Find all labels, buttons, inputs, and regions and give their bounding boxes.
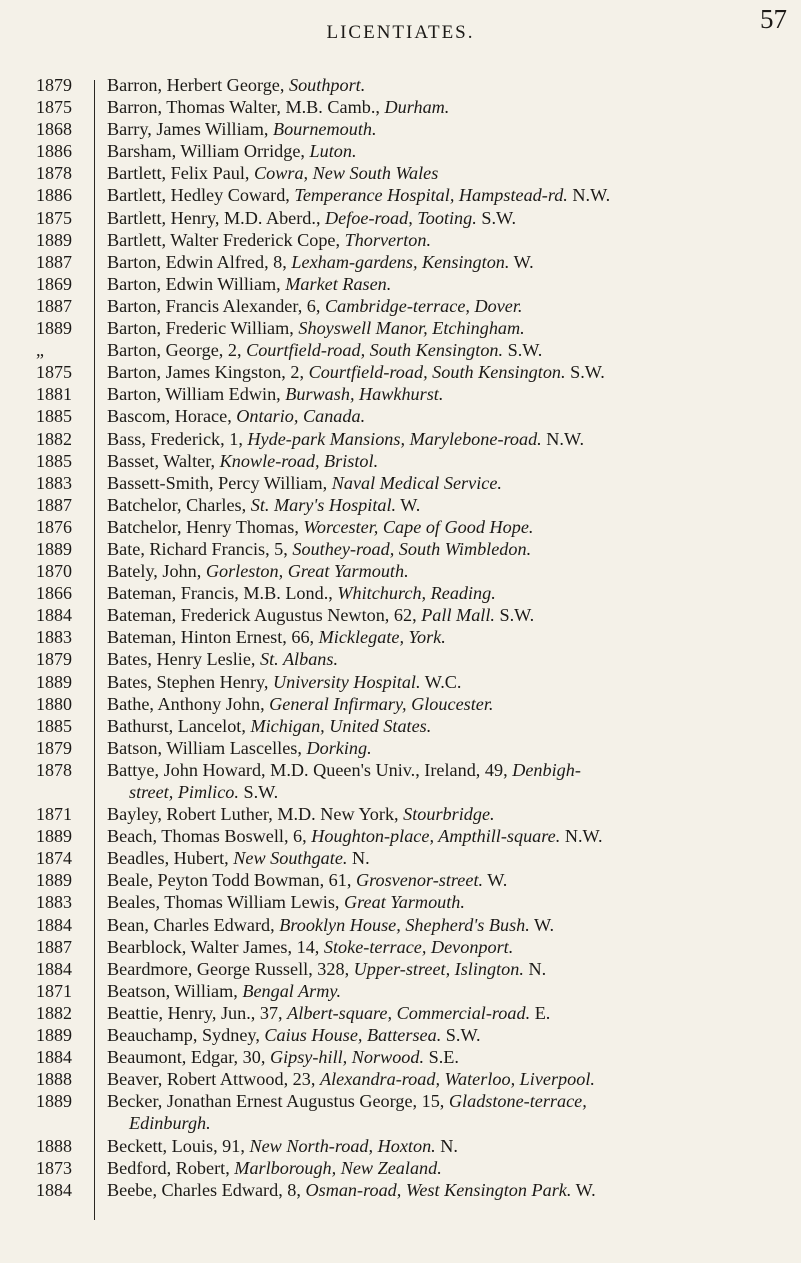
- entry-place: Naval Medical Service.: [331, 472, 502, 493]
- entry-text: [107, 869, 793, 891]
- entry-text: [107, 803, 793, 825]
- entry-text: [107, 405, 793, 427]
- entry-year: 1878: [36, 759, 72, 780]
- entry-year: 1889: [36, 870, 72, 891]
- entry-year: 1887: [36, 936, 72, 957]
- list-item: [0, 74, 801, 96]
- list-item: [0, 361, 801, 383]
- entry-text: [107, 1157, 793, 1179]
- entry-district: W.: [534, 914, 555, 935]
- list-item: [0, 229, 801, 251]
- entry-place: Burwash, Hawkhurst.: [285, 384, 444, 405]
- entry-place: Dorking.: [306, 737, 372, 758]
- list-item: [0, 693, 801, 715]
- list-item: [0, 295, 801, 317]
- entry-district: W.: [400, 494, 421, 515]
- entry-year: 1888: [36, 1069, 72, 1090]
- entry-name: Bedford, Robert,: [107, 1157, 230, 1178]
- entry-text: [107, 825, 793, 847]
- entry-place: Cambridge-terrace, Dover.: [324, 295, 523, 316]
- entry-name: Becker, Jonathan Ernest Augustus George, 15,: [107, 1091, 445, 1112]
- entry-place: Thorverton.: [344, 229, 431, 250]
- entry-name: Barron, Herbert George,: [107, 75, 285, 95]
- entry-place: Bengal Army.: [242, 980, 341, 1001]
- entry-text: [107, 759, 793, 803]
- entry-place: Stoke-terrace, Devonport.: [323, 936, 514, 957]
- entry-text: [107, 538, 793, 560]
- entry-text: [107, 251, 793, 273]
- entry-text: [107, 715, 793, 737]
- entry-place: Durham.: [384, 97, 450, 118]
- entry-place: University Hospital.: [273, 671, 421, 692]
- entry-district: S.W.: [507, 340, 543, 361]
- list-item: [0, 737, 801, 759]
- list-item: [0, 715, 801, 737]
- entry-place: Upper-street, Islington.: [353, 958, 524, 979]
- list-item: [0, 648, 801, 670]
- entry-place: Gipsy-hill, Norwood.: [269, 1047, 425, 1068]
- entry-name: Bean, Charles Edward,: [107, 914, 275, 935]
- list-item: [0, 958, 801, 980]
- list-item: [0, 1179, 801, 1201]
- entry-district: N.: [440, 1135, 458, 1156]
- entry-place: Albert-square, Commercial-road.: [287, 1002, 531, 1023]
- entry-place: Brooklyn House, Shepherd's Bush.: [279, 914, 530, 935]
- entry-district: S.W.: [481, 207, 517, 228]
- list-item: [0, 914, 801, 936]
- entry-place: St. Albans.: [260, 649, 339, 670]
- list-item: [0, 405, 801, 427]
- entry-year: 1889: [36, 1025, 72, 1046]
- list-item: [0, 516, 801, 538]
- entry-name: Barsham, William Orridge,: [107, 141, 305, 162]
- entry-place: Hyde-park Mansions, Marylebone-road.: [247, 428, 542, 449]
- entry-name: Bass, Frederick, 1,: [107, 428, 243, 449]
- entry-continuation: [107, 781, 793, 803]
- entry-place: Southey-road, South Wimbledon.: [292, 538, 532, 559]
- entry-text: [107, 516, 793, 538]
- list-item: [0, 494, 801, 516]
- entry-place: Alexandra-road, Waterloo, Liverpool.: [319, 1069, 595, 1090]
- entry-name: Barry, James William,: [107, 119, 269, 140]
- entry-district: N.: [528, 958, 547, 979]
- entry-year: 1882: [36, 1002, 72, 1023]
- entry-district: S.E.: [428, 1047, 459, 1068]
- entry-text: [107, 891, 793, 913]
- entry-text: [107, 737, 793, 759]
- entry-name: Beatson, William,: [107, 980, 238, 1001]
- entry-name: Beaumont, Edgar, 30,: [107, 1047, 266, 1068]
- entry-name: Barton, Edwin Alfred, 8,: [107, 251, 287, 272]
- entry-year: 1889: [36, 671, 72, 692]
- entry-place: Caius House, Battersea.: [264, 1025, 442, 1046]
- entry-year: 1886: [36, 141, 72, 162]
- entry-place: Cowra, New South Wales: [254, 163, 439, 184]
- entry-name: Bately, John,: [107, 561, 202, 582]
- entry-name: Bateman, Hinton Ernest, 66,: [107, 627, 315, 648]
- list-item: [0, 1135, 801, 1157]
- entry-text: [107, 1024, 793, 1046]
- entry-text: [107, 317, 793, 339]
- entry-year: 1875: [36, 362, 72, 383]
- entry-year: 1884: [36, 1179, 72, 1200]
- entry-name: Barton, Frederic William,: [107, 318, 294, 339]
- entry-name: Barton, George, 2,: [107, 340, 242, 361]
- entry-place: Stourbridge.: [403, 804, 495, 825]
- entry-name: Bathurst, Lancelot,: [107, 715, 246, 736]
- entry-place: General Infirmary, Gloucester.: [269, 693, 494, 714]
- entry-text: [107, 648, 793, 670]
- entry-year: 1884: [36, 914, 72, 935]
- entry-name: Bassett-Smith, Percy William,: [107, 472, 328, 493]
- entry-year: 1883: [36, 892, 72, 913]
- entry-name: Bartlett, Hedley Coward,: [107, 185, 290, 206]
- entry-place: Gladstone-terrace,: [448, 1091, 587, 1112]
- entry-year: 1879: [36, 75, 72, 95]
- entry-place: New Southgate.: [233, 848, 348, 869]
- licentiate-list: [0, 74, 801, 1201]
- entry-text: [107, 1068, 793, 1090]
- list-item: [0, 339, 801, 361]
- entry-district: E.: [534, 1002, 551, 1023]
- entry-name: Beales, Thomas William Lewis,: [107, 892, 340, 913]
- entry-year: „: [36, 340, 44, 361]
- entry-name: Beach, Thomas Boswell, 6,: [107, 826, 307, 847]
- page-header: [0, 0, 801, 52]
- list-item: [0, 383, 801, 405]
- entry-text: [107, 295, 793, 317]
- entry-name: Bearblock, Walter James, 14,: [107, 936, 320, 957]
- entry-text: [107, 604, 793, 626]
- list-item: [0, 538, 801, 560]
- entry-text: [107, 671, 793, 693]
- entry-place: Michigan, United States.: [250, 715, 432, 736]
- list-item: [0, 96, 801, 118]
- entry-text: [107, 693, 793, 715]
- entry-district: W.: [487, 870, 508, 891]
- entry-name: Bateman, Francis, M.B. Lond.,: [107, 583, 333, 604]
- list-item: [0, 759, 801, 803]
- list-item: [0, 803, 801, 825]
- entry-name: Batchelor, Charles,: [107, 494, 247, 515]
- entry-year: 1884: [36, 958, 72, 979]
- entry-text: [107, 494, 793, 516]
- entry-name: Battye, John Howard, M.D. Queen's Univ., Ireland, 49,: [107, 759, 508, 780]
- entry-name: Beckett, Louis, 91,: [107, 1135, 245, 1156]
- entry-name: Beebe, Charles Edward, 8,: [107, 1179, 301, 1200]
- entry-place: Knowle-road, Bristol.: [219, 450, 379, 471]
- entry-place: Defoe-road, Tooting.: [325, 207, 477, 228]
- entry-text: [107, 582, 793, 604]
- entry-text: [107, 162, 793, 184]
- entry-district: N.W.: [546, 428, 585, 449]
- entry-name: Bartlett, Henry, M.D. Aberd.,: [107, 207, 321, 228]
- entry-text: [107, 626, 793, 648]
- entry-year: 1884: [36, 1047, 72, 1068]
- entry-text: [107, 472, 793, 494]
- entry-place: Osman-road, West Kensington Park.: [305, 1179, 572, 1200]
- entry-year: 1889: [36, 229, 72, 250]
- entry-year: 1871: [36, 804, 72, 825]
- entry-year: 1884: [36, 605, 72, 626]
- entry-place: Shoyswell Manor, Etchingham.: [298, 318, 525, 339]
- entry-place: Houghton-place, Ampthill-square.: [311, 826, 561, 847]
- entry-name: Bates, Henry Leslie,: [107, 649, 256, 670]
- entry-text: [107, 1135, 793, 1157]
- entry-year: 1886: [36, 185, 72, 206]
- list-item: [0, 1024, 801, 1046]
- entry-year: 1873: [36, 1157, 72, 1178]
- entry-place: Temperance Hospital, Hampstead-rd.: [294, 185, 568, 206]
- entry-place: New North-road, Hoxton.: [249, 1135, 436, 1156]
- list-item: [0, 582, 801, 604]
- entry-text: [107, 207, 793, 229]
- list-item: [0, 450, 801, 472]
- entry-text: [107, 229, 793, 251]
- entry-place-continued: Edinburgh.: [129, 1113, 211, 1134]
- entry-place: Southport.: [288, 75, 366, 95]
- entry-text: [107, 184, 793, 206]
- entry-name: Barton, William Edwin,: [107, 384, 281, 405]
- entry-name: Barton, Edwin William,: [107, 273, 281, 294]
- entry-name: Barton, Francis Alexander, 6,: [107, 295, 321, 316]
- entry-year: 1876: [36, 516, 72, 537]
- entry-district: S.W.: [499, 605, 535, 626]
- entry-name: Bates, Stephen Henry,: [107, 671, 269, 692]
- list-item: [0, 317, 801, 339]
- entry-year: 1885: [36, 406, 72, 427]
- list-item: [0, 162, 801, 184]
- entry-place: Gorleston, Great Yarmouth.: [205, 561, 409, 582]
- list-item: [0, 936, 801, 958]
- entry-name: Basset, Walter,: [107, 450, 216, 471]
- list-item: [0, 671, 801, 693]
- entry-name: Beaver, Robert Attwood, 23,: [107, 1069, 316, 1090]
- entry-place: Marlborough, New Zealand.: [234, 1157, 442, 1178]
- list-item: [0, 869, 801, 891]
- list-item: [0, 140, 801, 162]
- list-item: [0, 825, 801, 847]
- entry-text: [107, 96, 793, 118]
- entry-year: 1874: [36, 848, 72, 869]
- running-head: LICENTIATES.: [326, 22, 475, 43]
- entry-year: 1878: [36, 163, 72, 184]
- entry-name: Bartlett, Felix Paul,: [107, 163, 250, 184]
- entry-text: [107, 428, 793, 450]
- entry-place: Lexham-gardens, Kensington.: [291, 251, 510, 272]
- entry-text: [107, 74, 793, 96]
- entry-text: [107, 140, 793, 162]
- entry-year: 1870: [36, 561, 72, 582]
- entry-district: S.W.: [243, 782, 279, 802]
- entry-text: [107, 273, 793, 295]
- list-item: [0, 118, 801, 140]
- entry-text: [107, 339, 793, 361]
- list-item: [0, 1002, 801, 1024]
- entry-district: S.W.: [445, 1025, 481, 1046]
- entry-place: St. Mary's Hospital.: [250, 494, 397, 515]
- entry-year: 1868: [36, 119, 72, 140]
- entry-place: Worcester, Cape of Good Hope.: [303, 516, 534, 537]
- entry-place: Bournemouth.: [272, 119, 377, 140]
- entry-year: 1887: [36, 494, 72, 515]
- entry-district: W.C.: [424, 671, 462, 692]
- entry-name: Barton, James Kingston, 2,: [107, 362, 305, 383]
- entry-year: 1889: [36, 1091, 72, 1112]
- entry-place: Market Rasen.: [285, 273, 392, 294]
- entry-district: N.W.: [564, 826, 603, 847]
- list-item: [0, 428, 801, 450]
- entry-name: Beadles, Hubert,: [107, 848, 229, 869]
- entry-text: [107, 1046, 793, 1068]
- entry-name: Bathe, Anthony John,: [107, 693, 265, 714]
- entry-year: 1880: [36, 693, 72, 714]
- entry-year: 1887: [36, 295, 72, 316]
- list-item: [0, 1046, 801, 1068]
- entry-place: Grosvenor-street.: [355, 870, 484, 891]
- entry-name: Bascom, Horace,: [107, 406, 232, 427]
- entry-place-continued: street, Pimlico.: [129, 782, 239, 802]
- entry-year: 1879: [36, 649, 72, 670]
- list-item: [0, 847, 801, 869]
- entry-year: 1885: [36, 715, 72, 736]
- entry-district: W.: [513, 251, 534, 272]
- entry-place: Denbigh-: [512, 759, 581, 780]
- entry-year: 1871: [36, 980, 72, 1001]
- entry-place: Ontario, Canada.: [236, 406, 366, 427]
- entry-year: 1883: [36, 472, 72, 493]
- entry-place: Pall Mall.: [421, 605, 495, 626]
- entry-text: [107, 118, 793, 140]
- entry-name: Beardmore, George Russell, 328,: [107, 958, 350, 979]
- entry-name: Batchelor, Henry Thomas,: [107, 516, 299, 537]
- entry-text: [107, 450, 793, 472]
- entry-text: [107, 1090, 793, 1134]
- entry-text: [107, 383, 793, 405]
- entry-place: Courtfield-road, South Kensington.: [246, 340, 504, 361]
- entry-year: 1883: [36, 627, 72, 648]
- list-item: [0, 1090, 801, 1134]
- entry-year: 1889: [36, 318, 72, 339]
- list-item: [0, 273, 801, 295]
- list-item: [0, 604, 801, 626]
- page-number: 57: [760, 4, 787, 34]
- entry-place: Micklegate, York.: [318, 627, 446, 648]
- entry-year: 1881: [36, 384, 72, 405]
- entry-text: [107, 560, 793, 582]
- entry-year: 1885: [36, 450, 72, 471]
- entry-year: 1882: [36, 428, 72, 449]
- entry-year: 1889: [36, 826, 72, 847]
- entry-text: [107, 936, 793, 958]
- entry-text: [107, 1179, 793, 1201]
- entry-place: Courtfield-road, South Kensington.: [308, 362, 566, 383]
- entry-name: Bayley, Robert Luther, M.D. New York,: [107, 804, 399, 825]
- entry-text: [107, 980, 793, 1002]
- list-item: [0, 207, 801, 229]
- entry-text: [107, 361, 793, 383]
- entry-year: 1869: [36, 273, 72, 294]
- list-item: [0, 891, 801, 913]
- entry-year: 1888: [36, 1135, 72, 1156]
- entry-text: [107, 1002, 793, 1024]
- list-item: [0, 1068, 801, 1090]
- entry-district: N.W.: [572, 185, 611, 206]
- entry-year: 1887: [36, 251, 72, 272]
- entry-name: Bartlett, Walter Frederick Cope,: [107, 229, 341, 250]
- entry-text: [107, 958, 793, 980]
- list-item: [0, 626, 801, 648]
- entry-place: Great Yarmouth.: [344, 892, 465, 913]
- list-item: [0, 184, 801, 206]
- entry-district: W.: [575, 1179, 596, 1200]
- entry-continuation: [107, 1112, 793, 1134]
- entry-text: [107, 914, 793, 936]
- entry-place: Luton.: [309, 141, 357, 162]
- entry-name: Batson, William Lascelles,: [107, 737, 302, 758]
- entry-name: Bate, Richard Francis, 5,: [107, 538, 288, 559]
- entry-name: Beauchamp, Sydney,: [107, 1025, 260, 1046]
- list-item: [0, 251, 801, 273]
- entry-place: Whitchurch, Reading.: [337, 583, 496, 604]
- entry-district: S.W.: [570, 362, 605, 383]
- entry-name: Beattie, Henry, Jun., 37,: [107, 1002, 283, 1023]
- entry-year: 1866: [36, 583, 72, 604]
- list-item: [0, 1157, 801, 1179]
- list-item: [0, 980, 801, 1002]
- entry-year: 1879: [36, 737, 72, 758]
- list-item: [0, 560, 801, 582]
- entry-year: 1889: [36, 538, 72, 559]
- entry-year: 1875: [36, 97, 72, 118]
- entry-year: 1875: [36, 207, 72, 228]
- entry-name: Bateman, Frederick Augustus Newton, 62,: [107, 605, 417, 626]
- entry-text: [107, 847, 793, 869]
- entry-district: N.: [351, 848, 370, 869]
- list-item: [0, 472, 801, 494]
- entry-name: Beale, Peyton Todd Bowman, 61,: [107, 870, 352, 891]
- entry-name: Barron, Thomas Walter, M.B. Camb.,: [107, 97, 380, 118]
